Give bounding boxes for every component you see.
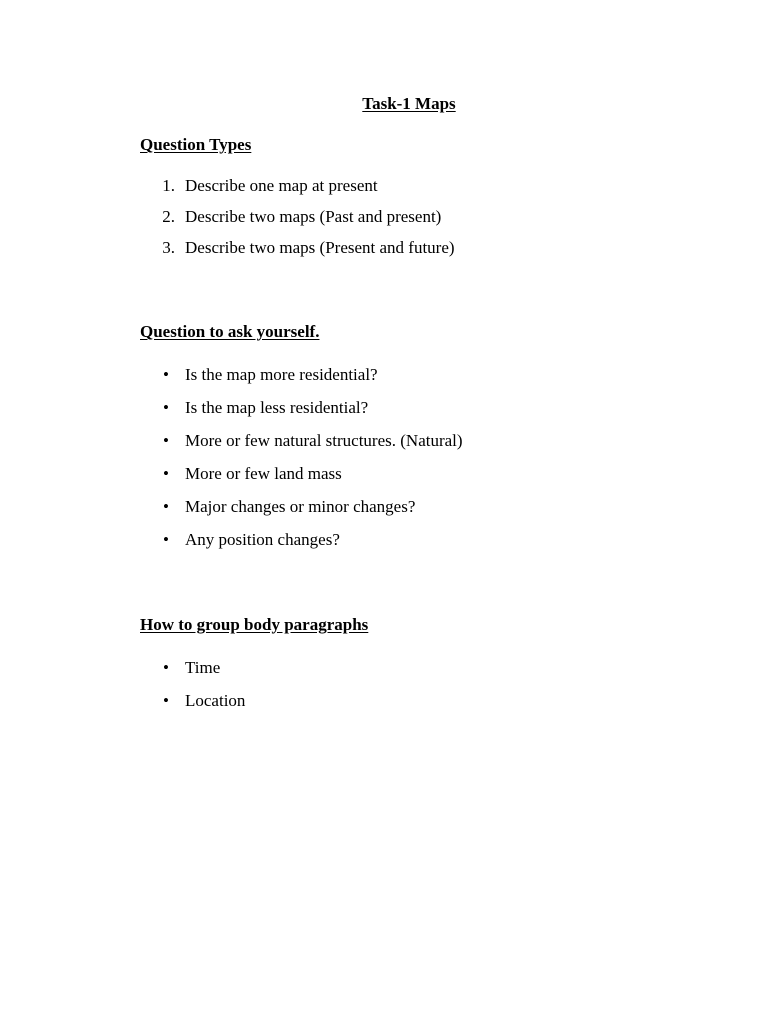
group-paragraphs-heading: How to group body paragraphs — [140, 615, 369, 634]
list-item-text: Location — [185, 691, 246, 710]
list-item-text: More or few natural structures. (Natural) — [185, 431, 463, 450]
bullet-icon: • — [163, 530, 169, 549]
bullet-icon: • — [163, 691, 169, 710]
list-item-text: Time — [185, 658, 221, 677]
list-item-text: More or few land mass — [185, 464, 342, 483]
list-item-text: Major changes or minor changes? — [185, 497, 416, 516]
list-item-text: Is the map more residential? — [185, 365, 378, 384]
list-number: 3. — [162, 238, 175, 257]
question-types-heading: Question Types — [140, 135, 252, 154]
document-title: Task-1 Maps — [362, 94, 456, 113]
list-item-text: Is the map less residential? — [185, 398, 369, 417]
list-item-text: Describe one map at present — [185, 176, 378, 195]
list-number: 2. — [162, 207, 175, 226]
list-number: 1. — [162, 176, 175, 195]
list-item-text: Describe two maps (Past and present) — [185, 207, 442, 226]
bullet-icon: • — [163, 658, 169, 677]
ask-yourself-heading: Question to ask yourself. — [140, 322, 320, 341]
bullet-icon: • — [163, 431, 169, 450]
bullet-icon: • — [163, 398, 169, 417]
list-item-text: Any position changes? — [185, 530, 340, 549]
bullet-icon: • — [163, 464, 169, 483]
list-item-text: Describe two maps (Present and future) — [185, 238, 455, 257]
bullet-icon: • — [163, 497, 169, 516]
bullet-icon: • — [163, 365, 169, 384]
